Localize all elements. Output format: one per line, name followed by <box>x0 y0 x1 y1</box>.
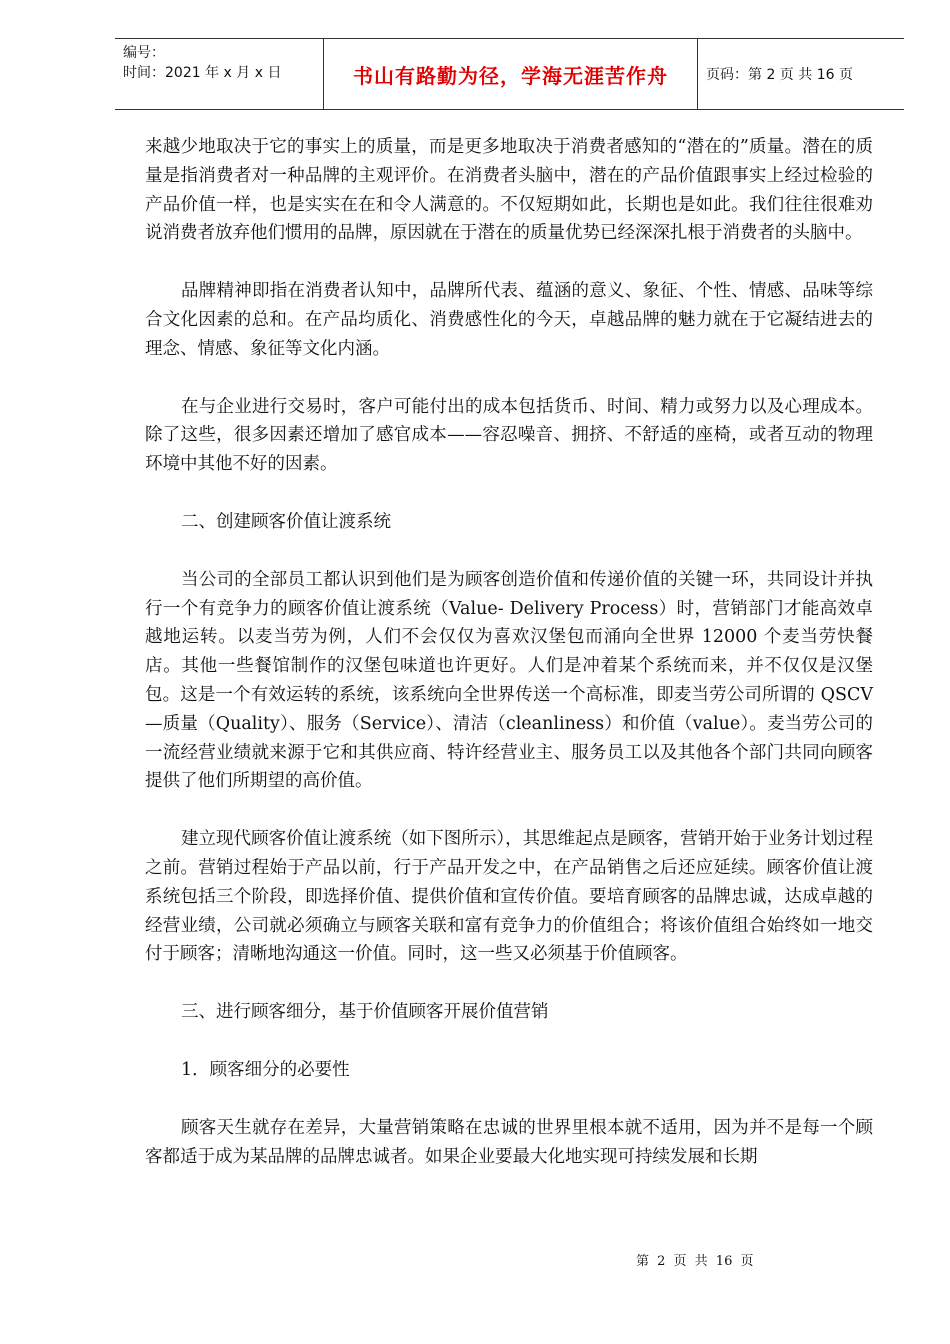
header-motto: 书山有路勤为径，学海无涯苦作舟 <box>323 39 698 109</box>
paragraph: 建立现代顾客价值让渡系统（如下图所示），其思维起点是顾客，营销开始于业务计划过程之前。营销过程始于产品以前，行于产品开发之中，在产品销售之后还应延续。顾客价值让渡系统包括三个阶段，即选择价值、提供价值和宣传价值。要培育顾客的品牌忠诚，达成卓越的经营业绩，公司就必须确立与顾客关联和富有竞争力的价值组合；将该价值组合始终如一地交付于顾客；清晰地沟通这一价值。同时，这一些又必须基于价值顾客。 <box>145 829 873 965</box>
paragraph: 在与企业进行交易时，客户可能付出的成本包括货币、时间、精力或努力以及心理成本。除了这些，很多因素还增加了感官成本——容忍噪音、拥挤、不舒适的座椅，或者互动的物理环境中其他不好的因素。 <box>145 396 873 475</box>
page-footer: 第 2 页 共 16 页 <box>636 1254 754 1269</box>
paragraph: 当公司的全部员工都认识到他们是为顾客创造价值和传递价值的关键一环，共同设计并执行一个有竞争力的顾客价值让渡系统（Value- Delivery Process）时，营销部门才能高效卓越地运转。以麦当劳为例，人们不会仅仅为喜欢汉堡包而涌向全世界 12000 个麦当劳快餐店。其他一些餐馆制作的汉堡包味道也许更好。人们是冲着某个系统而来，并不仅仅是汉堡包。这是一个有效运转的系统，该系统向全世界传送一个高标准，即麦当劳公司所谓的 QSCV—质量（Quality）、服务（Service）、清洁（cleanliness）和价值（value）。麦当劳公司的一流经营业绩就来源于它和其供应商、特许经营业主、服务员工以及其他各个部门共同向顾客提供了他们所期望的高价值。 <box>145 569 873 792</box>
document-body <box>145 133 873 1200</box>
document-number-label: 编号： <box>123 45 165 61</box>
paragraph: 品牌精神即指在消费者认知中，品牌所代表、蕴涵的意义、象征、个性、情感、品味等综合文化因素的总和。在产品均质化、消费感性化的今天，卓越品牌的魅力就在于它凝结进去的理念、情感、象征等文化内涵。 <box>145 281 873 359</box>
section-heading: 三、进行顾客细分，基于价值顾客开展价值营销 <box>181 1002 549 1023</box>
document-date: 时间：2021 年 x 月 x 日 <box>123 65 282 81</box>
paragraph: 顾客天生就存在差异，大量营销策略在忠诚的世界里根本就不适用，因为并不是每一个顾客都适于成为某品牌的品牌忠诚者。如果企业要最大化地实现可持续发展和长期 <box>145 1117 873 1167</box>
section-heading: 二、创建顾客价值让渡系统 <box>181 511 391 532</box>
paragraph: 来越少地取决于它的事实上的质量，而是更多地取决于消费者感知的“潜在的”质量。潜在的质量是指消费者对一种品牌的主观评价。在消费者头脑中，潜在的产品价值跟事实上经过检验的产品价值一样，也是实实在在和令人满意的。不仅短期如此，长期也是如此。我们往往很难劝说消费者放弃他们惯用的品牌，原因就在于潜在的质量优势已经深深扎根于消费者的头脑中。 <box>145 137 873 244</box>
header-page-info: 页码：第 2 页 共 16 页 <box>706 67 853 83</box>
page-header <box>115 38 904 110</box>
subsection-heading: 1．顾客细分的必要性 <box>181 1059 350 1080</box>
header-meta <box>115 39 323 109</box>
